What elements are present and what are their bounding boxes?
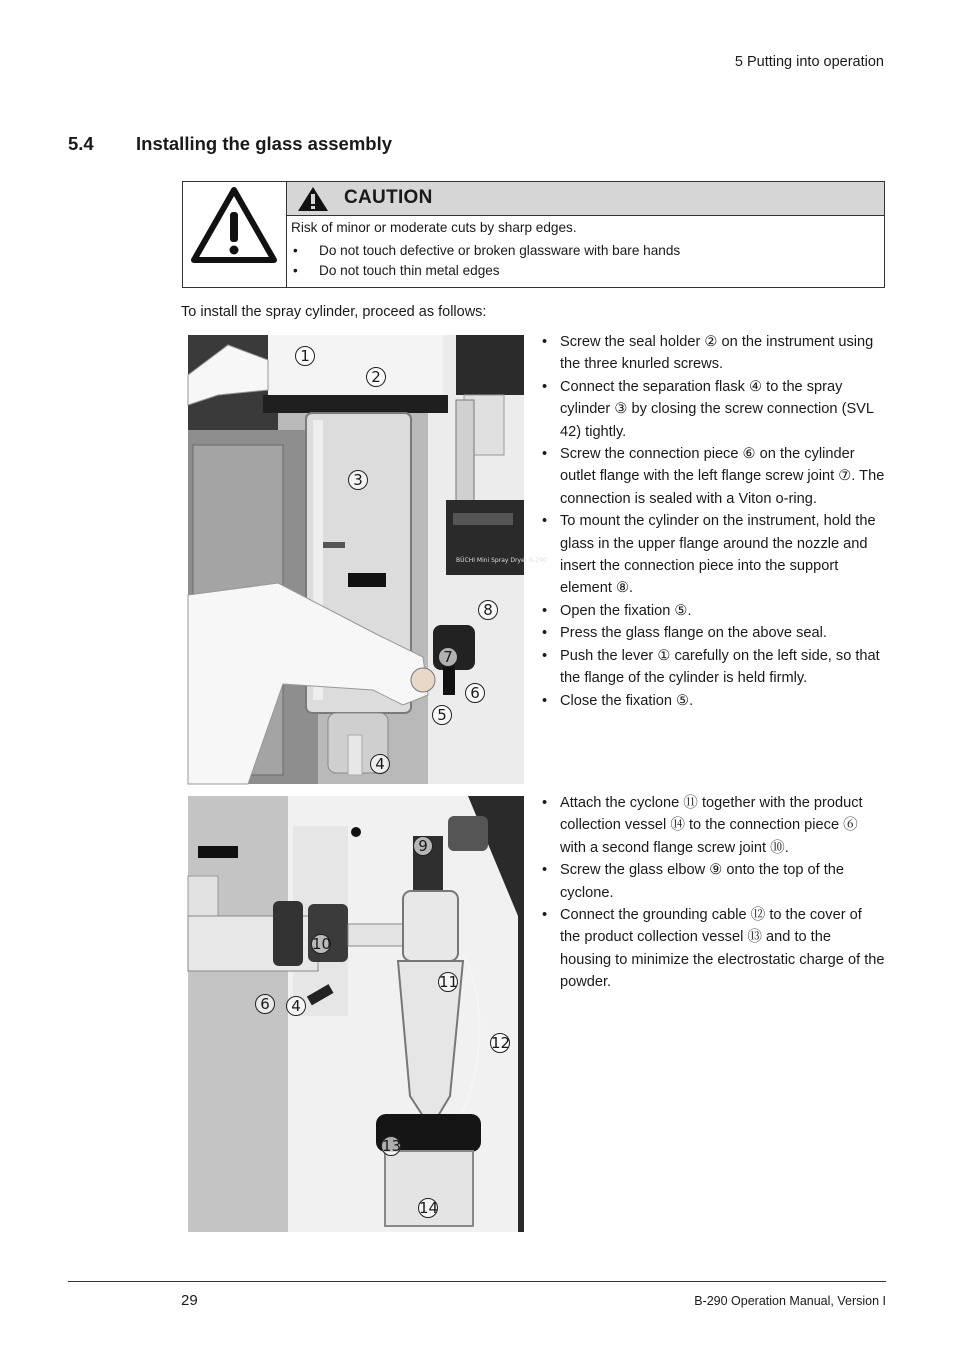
steps-list-1 [541,331,886,712]
step-item: • Press the glass flange on the above seal. [541,622,886,644]
step-item: • Open the fixation ⑤. [541,600,886,622]
caution-list [291,243,680,278]
callout-connection-piece: 6 [465,683,485,703]
step-item: • Screw the connection piece ⑥ on the cylinder outlet flange with the left flange screw joint ⑦. The connection is sealed with a Viton o-ring. [541,443,886,510]
callout-fixation: 5 [432,705,452,725]
steps-list-2 [541,792,886,994]
figure-spray-cylinder-photo [188,335,547,784]
callout-flange-screw-joint: 7 [438,647,458,667]
step-item: • Push the lever ① carefully on the left side, so that the flange of the cylinder is held firmly. [541,645,886,690]
callout-vessel-cover: 13 [382,1137,402,1155]
caution-item: • Do not touch defective or broken glassware with bare hands [291,243,680,258]
footer-rule [68,1281,886,1282]
step-item: • Close the fixation ⑤. [541,690,886,712]
caution-body [291,220,680,283]
caution-title-bar [287,182,884,216]
callout-spray-cylinder: 3 [348,470,368,490]
step-item: • To mount the cylinder on the instrument, hold the glass in the upper flange around the nozzle and insert the connection piece into the support element ⑧. [541,510,886,600]
intro-text: To install the spray cylinder, proceed as follows: [181,304,487,320]
callout-lever: 1 [295,346,315,366]
step-item: • Screw the glass elbow ⑨ onto the top of the cyclone. [541,859,886,904]
manual-title: B-290 Operation Manual, Version I [694,1294,886,1308]
section-number: 5.4 [68,133,94,154]
callout-cyclone: 11 [439,973,459,991]
callout-grounding-cable: 12 [491,1034,511,1052]
device-brand-text: BÜCHI Mini Spray Dryer B-290 [456,557,547,564]
figure-cyclone-photo [188,796,524,1232]
running-header: 5 Putting into operation [734,54,884,70]
callout-glass-elbow: 9 [413,836,433,856]
section-title: Installing the glass assembly [136,133,393,154]
caution-item: • Do not touch thin metal edges [291,263,680,278]
caution-label: CAUTION [344,187,433,208]
callout-support-element: 8 [478,600,498,620]
callout-seal-holder: 2 [366,367,386,387]
callout-separation-flask: 4 [370,754,390,774]
warning-triangle-icon [183,182,287,287]
step-item: • Connect the grounding cable ⑫ to the cover of the product collection vessel ⑬ and to the housing to minimize the electrostatic charge of the powder. [541,904,886,994]
callout-connection-piece: 6 [255,994,275,1014]
page-number: 29 [181,1292,198,1309]
step-item: • Screw the seal holder ② on the instrument using the three knurled screws. [541,331,886,376]
callout-collection-vessel: 14 [419,1199,439,1217]
caution-risk-text: Risk of minor or moderate cuts by sharp edges. [291,220,577,235]
callout-second-flange-joint: 10 [312,935,332,953]
step-item: • Attach the cyclone ⑪ together with the product collection vessel ⑭ to the connection piece ⑥ with a second flange screw joint ⑩. [541,792,886,859]
caution-box [182,181,885,288]
step-item: • Connect the separation flask ④ to the spray cylinder ③ by closing the screw connection (SVL 42) tightly. [541,376,886,443]
warning-small-icon [297,186,329,212]
callout-separation-flask: 4 [286,996,306,1016]
